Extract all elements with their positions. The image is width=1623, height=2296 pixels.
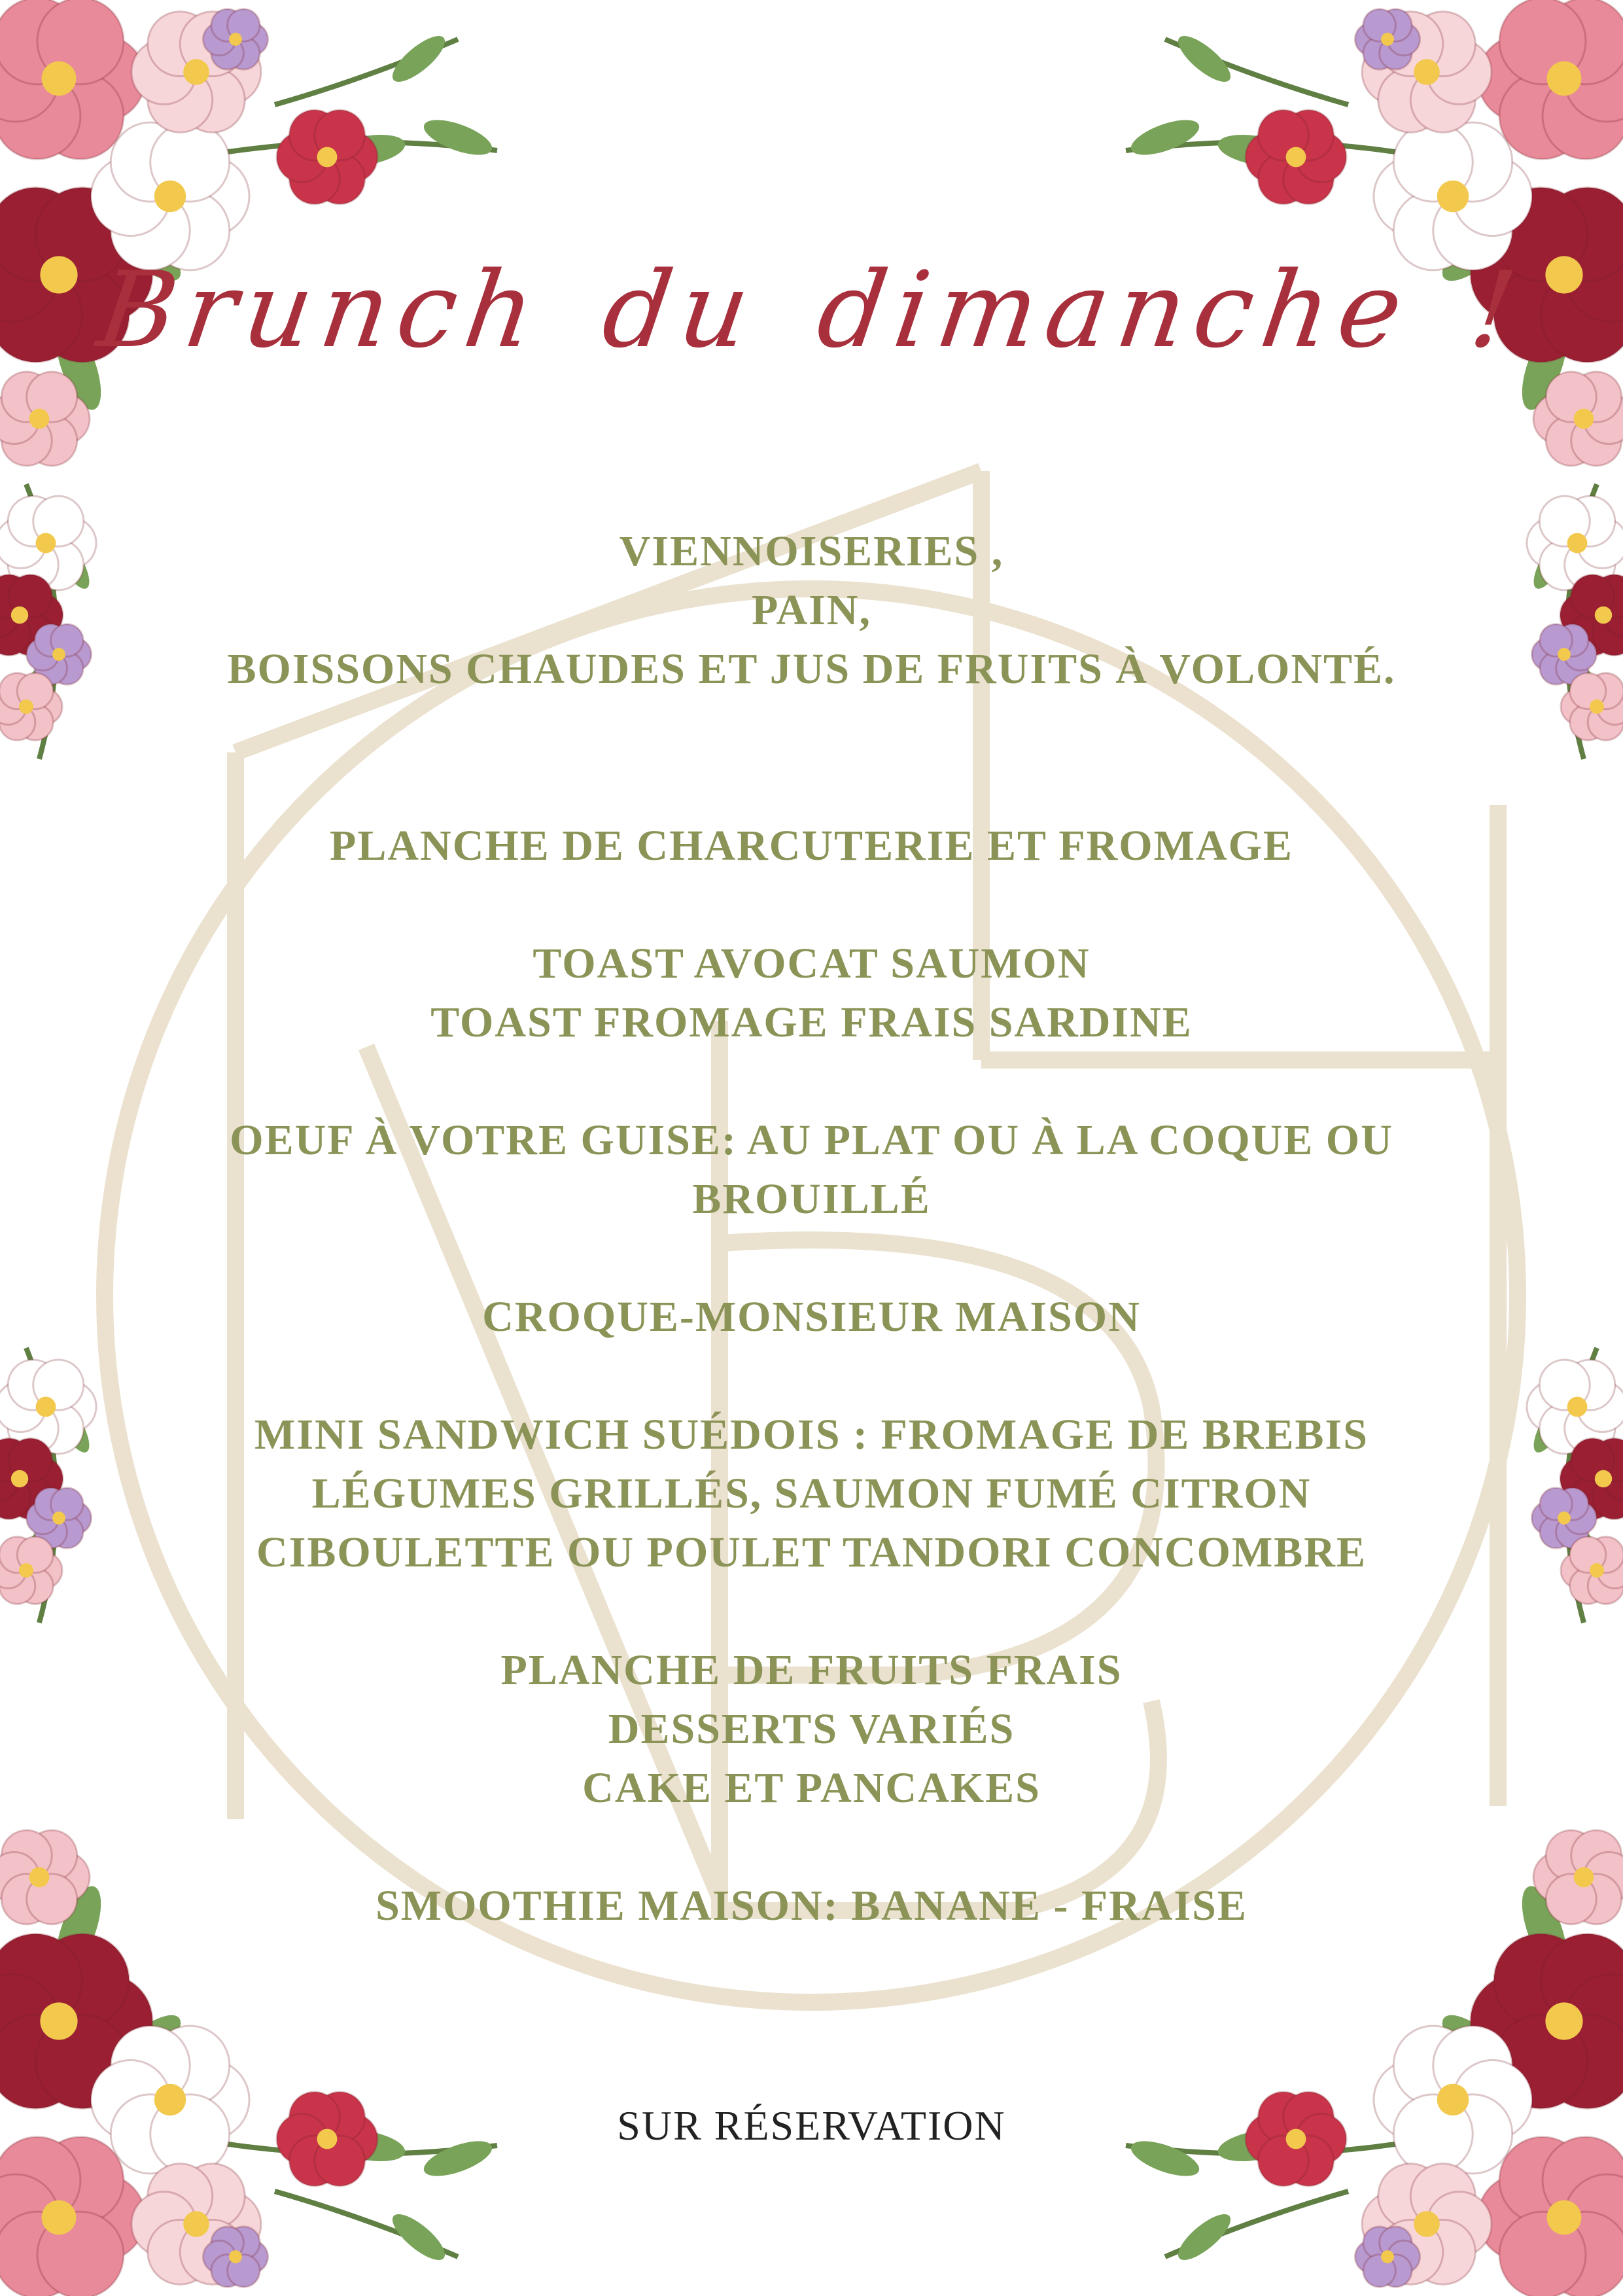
flowers-top-left: [0, 0, 497, 466]
menu-line-toast-avocat: TOAST AVOCAT SAUMON: [532, 940, 1091, 987]
violet-small: [203, 2227, 268, 2287]
violet-small: [203, 9, 268, 69]
menu-line-desserts: DESSERTS VARIÉS: [608, 1705, 1015, 1753]
menu-line-brouille: BROUILLÉ: [692, 1175, 931, 1223]
peony-white: [91, 2026, 249, 2174]
menu-line-oeuf: OEUF À VOTRE GUISE: AU PLAT OU À LA COQUE OU: [230, 1116, 1393, 1164]
rose-red: [1246, 110, 1346, 204]
menu-line-boissons: BOISSONS CHAUDES ET JUS DE FRUITS À VOLONTÉ.: [227, 645, 1396, 693]
menu-line-planche-fruits: PLANCHE DE FRUITS FRAIS: [500, 1646, 1123, 1694]
leaf: [1126, 113, 1203, 162]
flowers-top-right: [1126, 0, 1623, 466]
menu-line-smoothie: SMOOTHIE MAISON: BANANE - FRAISE: [375, 1882, 1248, 1930]
menu-line-planche-charcuterie: PLANCHE DE CHARCUTERIE ET FROMAGE: [330, 822, 1293, 870]
leaf: [419, 113, 496, 162]
leaf: [386, 29, 451, 89]
reservation-note: SUR RÉSERVATION: [617, 2102, 1006, 2149]
rose-red: [277, 110, 377, 204]
leaf: [1172, 2207, 1237, 2267]
violet-small: [1355, 9, 1420, 69]
violet-small: [1355, 2227, 1420, 2287]
peony-white: [1374, 2026, 1532, 2174]
leaf: [1172, 29, 1237, 89]
menu-line-legumes: LÉGUMES GRILLÉS, SAUMON FUMÉ CITRON: [311, 1470, 1312, 1517]
menu-line-viennoiseries: VIENNOISERIES ,: [619, 527, 1004, 575]
page-title: Brunch du dimanche !: [91, 249, 1532, 371]
menu-line-cake: CAKE ET PANCAKES: [582, 1764, 1041, 1812]
menu-line-toast-fromage: TOAST FROMAGE FRAIS SARDINE: [430, 998, 1193, 1046]
leaf: [386, 2207, 451, 2267]
menu-line-mini-sandwich: MINI SANDWICH SUÉDOIS : FROMAGE DE BREBIS: [254, 1411, 1369, 1458]
menu-line-pain: PAIN,: [752, 586, 871, 634]
menu-line-croque-monsieur: CROQUE-MONSIEUR MAISON: [482, 1293, 1141, 1341]
menu-line-ciboulette: CIBOULETTE OU POULET TANDORI CONCOMBRE: [256, 1528, 1367, 1576]
